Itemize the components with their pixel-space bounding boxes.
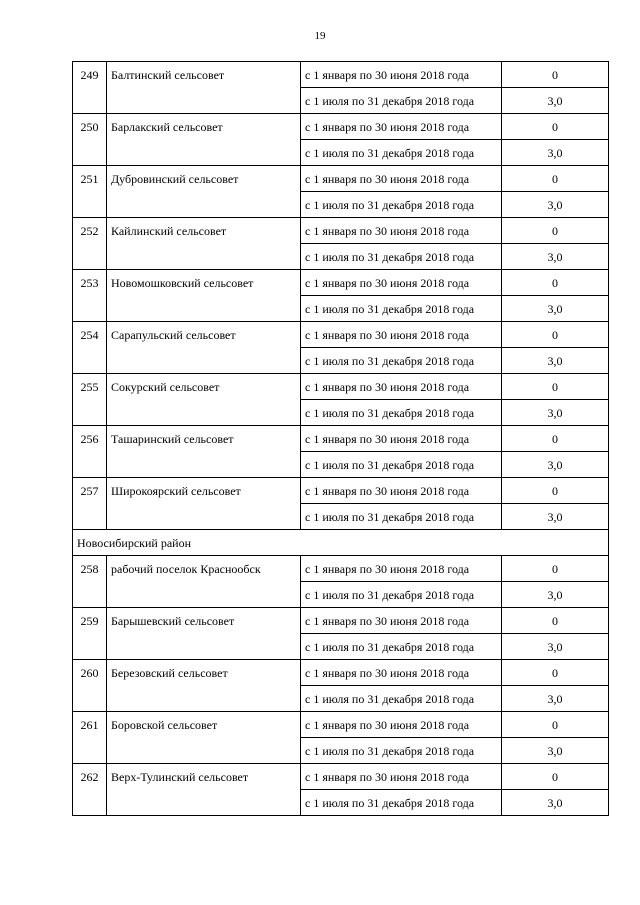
entry-name: Барлакский сельсовет bbox=[107, 114, 301, 166]
entry-period: с 1 января по 30 июня 2018 года bbox=[301, 712, 502, 738]
entry-value: 0 bbox=[502, 478, 609, 504]
entry-period: с 1 июля по 31 декабря 2018 года bbox=[301, 88, 502, 114]
entry-name: Барышевский сельсовет bbox=[107, 608, 301, 660]
table-row bbox=[73, 166, 609, 192]
entry-value: 0 bbox=[502, 426, 609, 452]
entry-value: 3,0 bbox=[502, 244, 609, 270]
entry-name: рабочий поселок Краснообск bbox=[107, 556, 301, 608]
entry-period: с 1 января по 30 июня 2018 года bbox=[301, 556, 502, 582]
entry-number: 249 bbox=[73, 62, 107, 114]
entry-period: с 1 июля по 31 декабря 2018 года bbox=[301, 244, 502, 270]
entry-period: с 1 января по 30 июня 2018 года bbox=[301, 114, 502, 140]
entry-number: 253 bbox=[73, 270, 107, 322]
entry-value: 3,0 bbox=[502, 504, 609, 530]
entry-value: 3,0 bbox=[502, 348, 609, 374]
entry-number: 250 bbox=[73, 114, 107, 166]
entry-number: 256 bbox=[73, 426, 107, 478]
entry-number: 255 bbox=[73, 374, 107, 426]
table-row bbox=[73, 712, 609, 738]
entry-name: Верх-Тулинский сельсовет bbox=[107, 764, 301, 816]
entry-value: 0 bbox=[502, 322, 609, 348]
entry-number: 252 bbox=[73, 218, 107, 270]
table-row bbox=[73, 478, 609, 504]
entry-number: 251 bbox=[73, 166, 107, 218]
entry-value: 0 bbox=[502, 218, 609, 244]
entry-number: 259 bbox=[73, 608, 107, 660]
district-title: Новосибирский район bbox=[73, 530, 609, 556]
entry-value: 0 bbox=[502, 166, 609, 192]
table-row bbox=[73, 270, 609, 296]
entry-period: с 1 июля по 31 декабря 2018 года bbox=[301, 140, 502, 166]
entry-period: с 1 июля по 31 декабря 2018 года bbox=[301, 738, 502, 764]
table-row bbox=[73, 322, 609, 348]
entry-value: 0 bbox=[502, 374, 609, 400]
entry-value: 3,0 bbox=[502, 140, 609, 166]
entry-name: Кайлинский сельсовет bbox=[107, 218, 301, 270]
entry-name: Боровской сельсовет bbox=[107, 712, 301, 764]
entry-period: с 1 января по 30 июня 2018 года bbox=[301, 660, 502, 686]
entry-value: 3,0 bbox=[502, 400, 609, 426]
entry-value: 3,0 bbox=[502, 738, 609, 764]
entry-period: с 1 января по 30 июня 2018 года bbox=[301, 322, 502, 348]
table-row bbox=[73, 556, 609, 582]
entry-name: Ташаринский сельсовет bbox=[107, 426, 301, 478]
entry-value: 3,0 bbox=[502, 686, 609, 712]
entry-value: 0 bbox=[502, 556, 609, 582]
entry-value: 3,0 bbox=[502, 192, 609, 218]
entry-number: 261 bbox=[73, 712, 107, 764]
entry-period: с 1 июля по 31 декабря 2018 года bbox=[301, 296, 502, 322]
rates-table-body bbox=[73, 62, 609, 816]
page-number: 19 bbox=[314, 30, 326, 42]
table-row bbox=[73, 218, 609, 244]
entry-name: Дубровинский сельсовет bbox=[107, 166, 301, 218]
entry-value: 0 bbox=[502, 608, 609, 634]
entry-period: с 1 января по 30 июня 2018 года bbox=[301, 426, 502, 452]
entry-period: с 1 июля по 31 декабря 2018 года bbox=[301, 192, 502, 218]
rates-table bbox=[72, 61, 609, 816]
entry-number: 258 bbox=[73, 556, 107, 608]
entry-value: 0 bbox=[502, 270, 609, 296]
entry-name: Сарапульский сельсовет bbox=[107, 322, 301, 374]
entry-period: с 1 января по 30 июня 2018 года bbox=[301, 478, 502, 504]
district-header-row bbox=[73, 530, 609, 556]
table-row bbox=[73, 114, 609, 140]
entry-value: 0 bbox=[502, 114, 609, 140]
table-row bbox=[73, 764, 609, 790]
entry-value: 3,0 bbox=[502, 88, 609, 114]
entry-number: 254 bbox=[73, 322, 107, 374]
entry-period: с 1 июля по 31 декабря 2018 года bbox=[301, 452, 502, 478]
entry-period: с 1 января по 30 июня 2018 года bbox=[301, 374, 502, 400]
entry-period: с 1 июля по 31 декабря 2018 года bbox=[301, 400, 502, 426]
entry-period: с 1 января по 30 июня 2018 года bbox=[301, 764, 502, 790]
entry-number: 257 bbox=[73, 478, 107, 530]
entry-name: Сокурский сельсовет bbox=[107, 374, 301, 426]
entry-name: Новомошковский сельсовет bbox=[107, 270, 301, 322]
table-row bbox=[73, 374, 609, 400]
table-row bbox=[73, 426, 609, 452]
table-row bbox=[73, 660, 609, 686]
entry-value: 0 bbox=[502, 62, 609, 88]
entry-value: 0 bbox=[502, 764, 609, 790]
entry-value: 3,0 bbox=[502, 296, 609, 322]
entry-name: Широкоярский сельсовет bbox=[107, 478, 301, 530]
entry-value: 3,0 bbox=[502, 452, 609, 478]
entry-period: с 1 июля по 31 декабря 2018 года bbox=[301, 348, 502, 374]
entry-period: с 1 июля по 31 декабря 2018 года bbox=[301, 504, 502, 530]
entry-name: Березовский сельсовет bbox=[107, 660, 301, 712]
entry-period: с 1 января по 30 июня 2018 года bbox=[301, 608, 502, 634]
entry-number: 260 bbox=[73, 660, 107, 712]
entry-period: с 1 июля по 31 декабря 2018 года bbox=[301, 686, 502, 712]
entry-period: с 1 июля по 31 декабря 2018 года bbox=[301, 634, 502, 660]
entry-period: с 1 января по 30 июня 2018 года bbox=[301, 62, 502, 88]
table-row bbox=[73, 608, 609, 634]
entry-period: с 1 января по 30 июня 2018 года bbox=[301, 270, 502, 296]
entry-period: с 1 января по 30 июня 2018 года bbox=[301, 166, 502, 192]
entry-value: 3,0 bbox=[502, 790, 609, 816]
entry-value: 3,0 bbox=[502, 634, 609, 660]
entry-period: с 1 июля по 31 декабря 2018 года bbox=[301, 790, 502, 816]
entry-value: 3,0 bbox=[502, 582, 609, 608]
entry-value: 0 bbox=[502, 712, 609, 738]
entry-number: 262 bbox=[73, 764, 107, 816]
table-row bbox=[73, 62, 609, 88]
entry-period: с 1 января по 30 июня 2018 года bbox=[301, 218, 502, 244]
entry-period: с 1 июля по 31 декабря 2018 года bbox=[301, 582, 502, 608]
entry-value: 0 bbox=[502, 660, 609, 686]
entry-name: Балтинский сельсовет bbox=[107, 62, 301, 114]
